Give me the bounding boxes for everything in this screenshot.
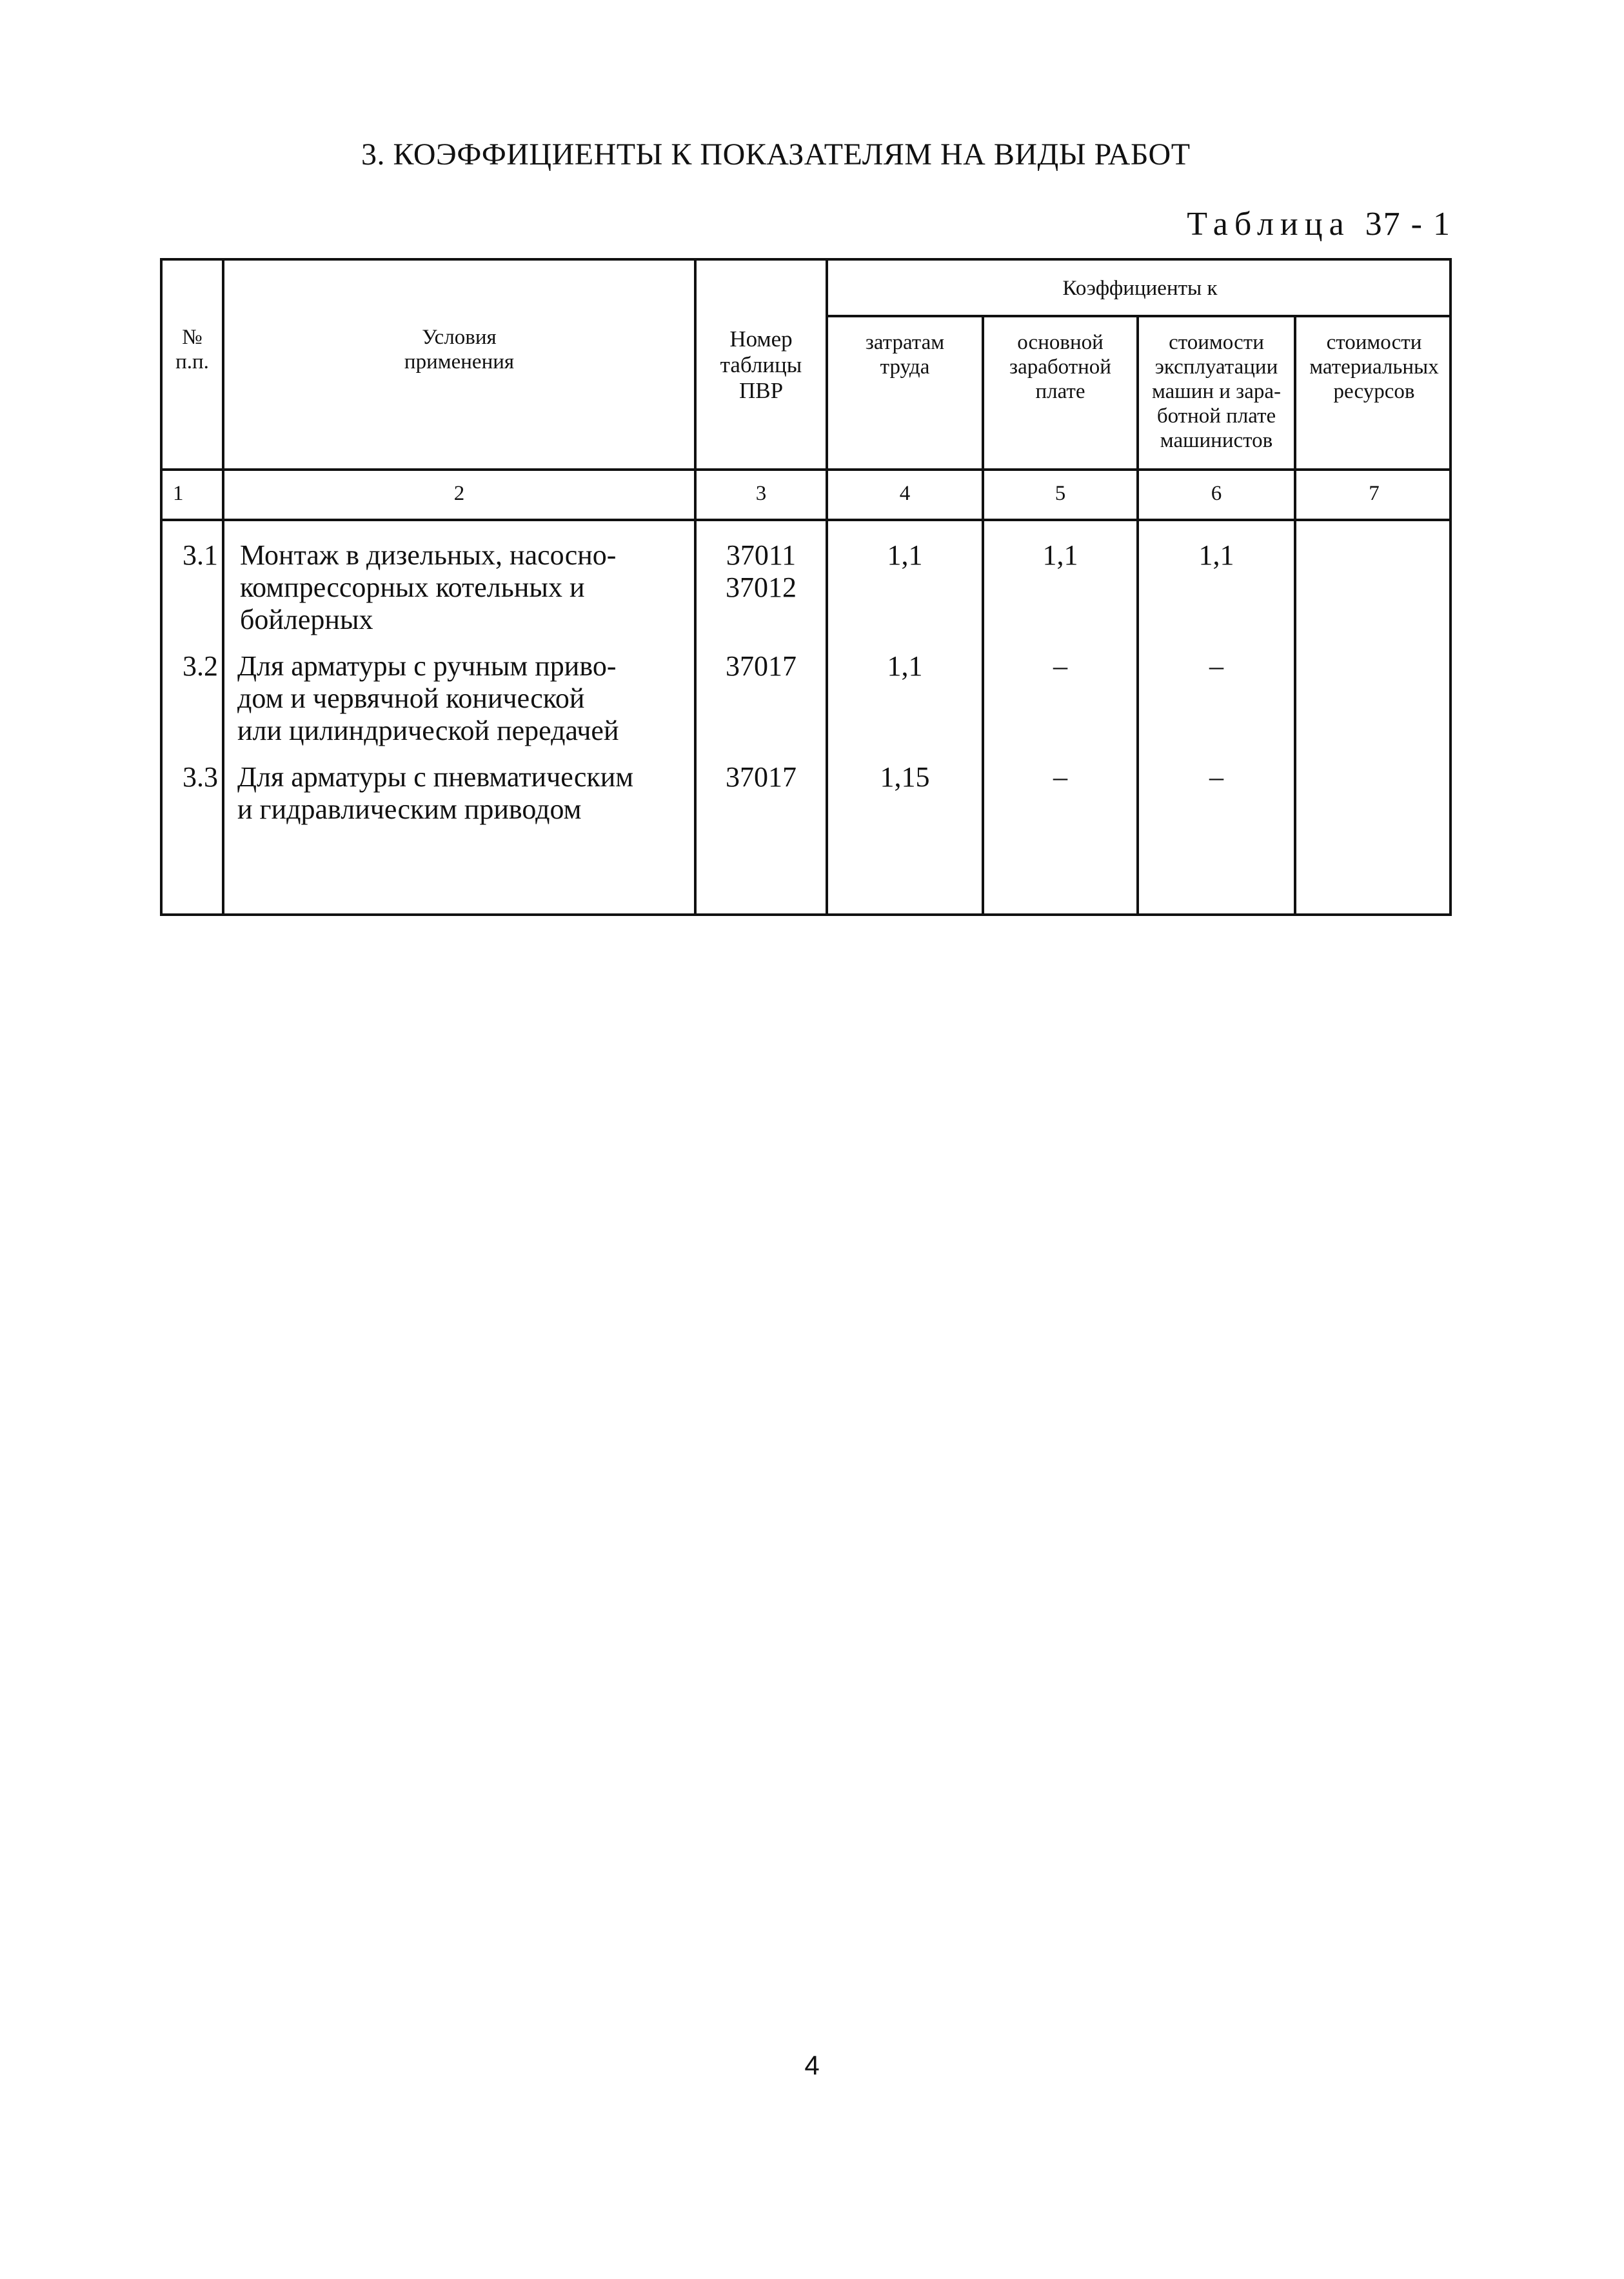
header-machines: стоимости эксплуатации машин и зара- ботной плате машинистов <box>1151 331 1281 452</box>
column-number: 6 <box>1211 482 1222 505</box>
row-3-1-labor: 1,1 <box>887 539 923 571</box>
row-3-1-wage: 1,1 <box>1042 539 1078 571</box>
row-3-2-num: 3.2 <box>183 650 218 682</box>
header-wage: основной заработной плате <box>1009 331 1111 403</box>
table-divider <box>1294 316 1296 916</box>
section-heading: 3. КОЭФФИЦИЕНТЫ К ПОКАЗАТЕЛЯМ НА ВИДЫ РАБОТ <box>361 137 1191 172</box>
header-labor: затратам труда <box>865 331 945 379</box>
header-pvr: Номер таблицы ПВР <box>720 326 802 403</box>
row-3-3-pvr: 37017 <box>726 761 797 793</box>
row-3-2-wage: – <box>1053 650 1067 682</box>
row-3-1-num: 3.1 <box>183 539 218 571</box>
column-number: 7 <box>1369 482 1380 505</box>
page-number: 4 <box>804 2050 820 2080</box>
row-3-1-conditions: Монтаж в дизельных, насосно- компрессорных котельных и бойлерных <box>240 539 617 635</box>
column-number: 5 <box>1055 482 1066 505</box>
table-divider <box>982 316 984 916</box>
header-conditions: Условия применения <box>404 326 515 373</box>
table-divider <box>163 519 1452 521</box>
row-3-3-wage: – <box>1053 761 1067 793</box>
table-caption <box>1187 205 1451 243</box>
table-divider <box>826 315 1452 317</box>
row-3-3-labor: 1,15 <box>880 761 930 793</box>
row-3-1-machines: 1,1 <box>1198 539 1234 571</box>
row-3-2-machines: – <box>1209 650 1223 682</box>
row-3-2-conditions: Для арматуры с ручным приво- дом и червячной конической или цилиндрической передачей <box>237 650 619 746</box>
coefficients-table <box>160 258 1452 916</box>
row-3-1-pvr: 37011 37012 <box>726 539 797 603</box>
column-number: 2 <box>453 482 465 505</box>
row-3-3-num: 3.3 <box>183 761 218 793</box>
table-caption-number: 37 - 1 <box>1365 206 1451 243</box>
header-coef-group: Коэффициенты к <box>1062 277 1218 300</box>
header-num: № п.п. <box>175 326 209 373</box>
row-3-2-labor: 1,1 <box>887 650 923 682</box>
column-number: 4 <box>899 482 911 505</box>
row-3-2-pvr: 37017 <box>726 650 797 682</box>
column-number: 1 <box>173 482 184 505</box>
row-3-3-machines: – <box>1209 761 1223 793</box>
header-materials: стоимости материальных ресурсов <box>1309 331 1439 403</box>
column-number: 3 <box>755 482 767 505</box>
row-3-3-conditions: Для арматуры с пневматическим и гидравлическим приводом <box>237 761 634 825</box>
table-divider <box>163 468 1452 471</box>
table-caption-word: Таблица <box>1187 206 1351 243</box>
